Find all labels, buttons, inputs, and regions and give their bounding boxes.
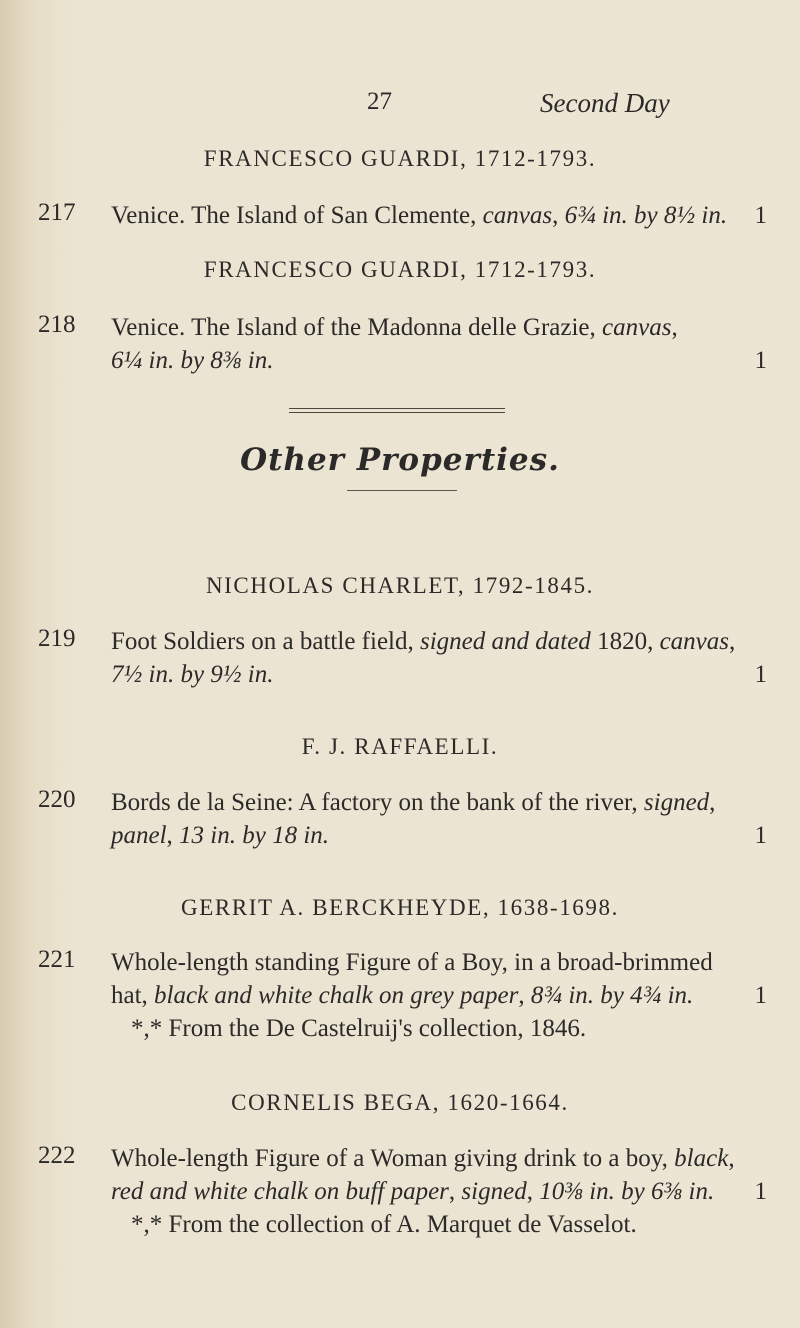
lot-quantity: 1 — [754, 661, 767, 688]
lot-quantity: 1 — [754, 822, 767, 849]
lot-description — [111, 625, 767, 691]
lot-quantity: 1 — [754, 347, 767, 374]
lot-description — [111, 946, 767, 1045]
lot-line: panel, 13 in. by 18 in. 1 — [111, 819, 767, 852]
lot-line: Venice. The Island of San Clemente, canvas, 6¾ in. by 8½ in. 1 — [111, 199, 767, 232]
section-divider — [289, 408, 505, 413]
lot-line: Foot Soldiers on a battle field, signed and dated 1820, canvas, — [111, 628, 736, 655]
artist-heading: FRANCESCO GUARDI, 1712-1793. — [203, 146, 597, 171]
lot-quantity: 1 — [754, 982, 767, 1009]
lot-number: 217 — [38, 199, 76, 226]
lot-description — [111, 1142, 767, 1241]
lot-line: Venice. The Island of the Madonna delle Grazie, canvas, — [111, 314, 678, 341]
lot-line: Bords de la Seine: A factory on the bank of the river, signed, — [111, 789, 716, 816]
lot-description — [111, 199, 767, 232]
page-number: 27 — [367, 88, 392, 115]
artist-heading: FRANCESCO GUARDI, 1712-1793. — [203, 257, 597, 282]
page-header — [0, 88, 800, 128]
artist-heading: F. J. RAFFAELLI. — [301, 734, 499, 759]
artist-heading: NICHOLAS CHARLET, 1792-1845. — [205, 573, 595, 598]
lot-line: 6¼ in. by 8⅜ in. 1 — [111, 344, 767, 377]
provenance-note: *,* From the De Castelruij's collection, 1846. — [131, 1015, 587, 1042]
lot-line: hat, black and white chalk on grey paper, 8¾ in. by 4¾ in. 1 — [111, 979, 767, 1012]
title-underline — [347, 490, 457, 491]
lot-quantity: 1 — [754, 1178, 767, 1205]
lot-line: red and white chalk on buff paper, signed, 10⅜ in. by 6⅜ in. 1 — [111, 1175, 767, 1208]
lot-line: 7½ in. by 9½ in. 1 — [111, 658, 767, 691]
artist-heading: GERRIT A. BERCKHEYDE, 1638-1698. — [181, 895, 619, 920]
lot-number: 222 — [38, 1142, 76, 1169]
lot-description — [111, 311, 767, 377]
lot-number: 219 — [38, 625, 76, 652]
lot-number: 220 — [38, 786, 76, 813]
lot-description — [111, 786, 767, 852]
running-head: Second Day — [540, 88, 670, 118]
section-title: Other Properties. — [240, 442, 560, 478]
lot-number: 218 — [38, 311, 76, 338]
lot-line: Whole-length standing Figure of a Boy, in a broad-brimmed — [111, 949, 713, 976]
lot-quantity: 1 — [754, 202, 767, 229]
artist-heading: CORNELIS BEGA, 1620-1664. — [231, 1090, 569, 1115]
lot-line: Whole-length Figure of a Woman giving drink to a boy, black, — [111, 1145, 735, 1172]
provenance-note: *,* From the collection of A. Marquet de Vasselot. — [131, 1211, 637, 1238]
lot-number: 221 — [38, 946, 76, 973]
